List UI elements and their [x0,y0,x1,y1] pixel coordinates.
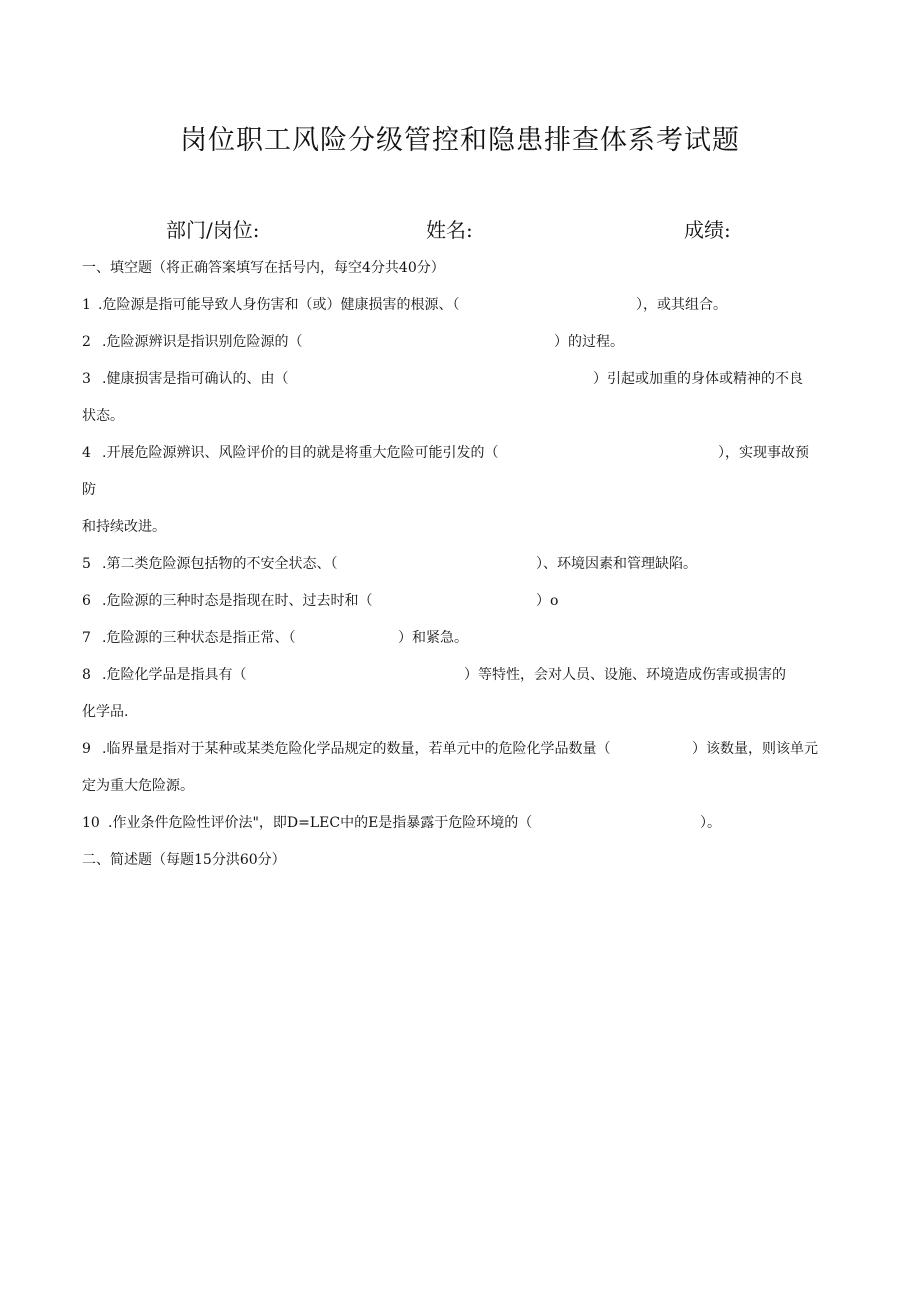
question-1 [82,295,842,315]
question-number: 3 [82,371,91,387]
question-text-after-blank: ）o [536,593,559,609]
question-text-after-blank: ）、环境因素和管理缺陷。 [536,556,697,572]
section2-heading: 二、简述题（每题15分洪60分） [82,852,286,868]
question-number: 4 [82,445,91,461]
name-label: 姓名: [426,218,473,242]
question-text-after-blank: ）该数量，则该单元 [692,741,818,757]
question-text: .开展危险源辨识、风险评价的目的就是将重大危险可能引发的（ [102,445,499,461]
question-text-after-blank: ）引起或加重的身体或精神的不良 [593,371,803,387]
question-text: .危险源的三种状态是指正常、（ [102,630,296,646]
question-text: .危险源辨识是指识别危险源的（ [102,334,303,350]
question-8 [82,665,842,685]
question-text-after-blank: ），实现事故预 [718,445,809,461]
question-number: 10 [82,815,100,831]
question-text: .第二类危险源包括物的不安全状态、（ [102,556,338,572]
question-text: .作业条件危险性评价法"，即D=LEC中的E是指暴露于危险环境的（ [108,815,533,831]
question-text: .危险源的三种时态是指现在时、过去时和（ [102,593,373,609]
question-number: 6 [82,593,91,609]
department-label: 部门/岗位: [166,218,260,242]
question-number: 1 [82,297,91,313]
question-5 [82,554,842,574]
question-3 [82,369,842,389]
question-text: .危险源是指可能导致人身伤害和（或）健康损害的根源、（ [98,297,460,313]
question-text-after-blank: ）。 [700,815,721,831]
score-label: 成绩: [684,218,731,242]
question-4-continuation-2: 和持续改进。 [82,519,166,535]
question-text-after-blank: ）等特性，会对人员、设施、环境造成伤害或损害的 [464,667,786,683]
question-4-continuation: 防 [82,482,96,498]
question-3-continuation: 状态。 [82,408,124,424]
question-text: .健康损害是指可确认的、由（ [102,371,289,387]
question-number: 9 [82,741,91,757]
question-10 [82,813,842,833]
question-9 [82,739,862,759]
question-number: 7 [82,630,91,646]
question-number: 8 [82,667,91,683]
question-9-continuation: 定为重大危险源。 [82,778,194,794]
question-4 [82,443,842,463]
question-number: 5 [82,556,91,572]
question-6 [82,591,842,611]
question-text: .临界量是指对于某种或某类危险化学品规定的数量，若单元中的危险化学品数量（ [102,741,611,757]
question-text-after-blank: ），或其组合。 [636,297,727,313]
section1-heading: 一、填空题（将正确答案填写在括号内，每空4分共40分） [82,260,445,276]
question-number: 2 [82,334,91,350]
question-2 [82,332,842,352]
page-title: 岗位职工风险分级管控和隐患排查体系考试题 [180,125,740,156]
question-text-after-blank: ）的过程。 [554,334,624,350]
question-text: .危险化学品是指具有（ [102,667,247,683]
question-text-after-blank: ）和紧急。 [398,630,468,646]
question-8-continuation: 化学品. [82,704,129,720]
question-7 [82,628,842,648]
